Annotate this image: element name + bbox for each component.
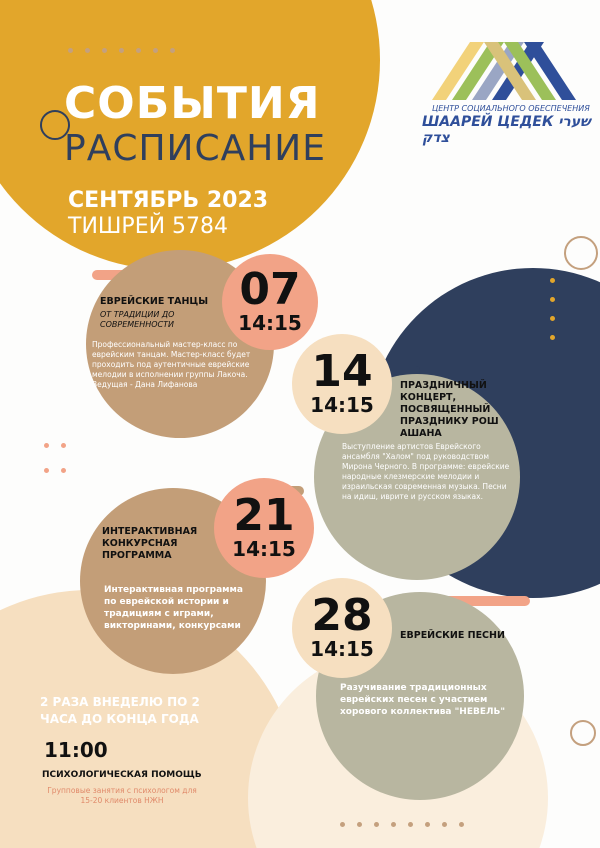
ring-bottom-right <box>570 720 596 746</box>
event-2-description: Выступление артистов Еврейского ансамбля "Халом" под руководством Мирона Черного. В программе: еврейские народные клезмерские мелодии и израильская современная музыка. Песни на идиш, иврите и русском языках. <box>342 442 510 501</box>
jewish-month-label: ТИШРЕЙ 5784 <box>68 214 229 239</box>
event-4-time: 14:15 <box>310 637 374 661</box>
title-events: СОБЫТИЯ <box>64 78 321 129</box>
logo-tagline: ЦЕНТР СОЦИАЛЬНОГО ОБЕСПЕЧЕНИЯ <box>432 104 590 113</box>
event-1-title: ЕВРЕЙСКИЕ ТАНЦЫ <box>100 296 209 307</box>
dots-left <box>44 433 84 452</box>
event-3-description: Интерактивная программа по еврейской истории и традициям с играми, викторинами, конкурсами <box>104 585 243 631</box>
logo-name: ШААРЕЙ ЦЕДЕК שערי צדק <box>422 114 591 146</box>
event-1-description: Профессиональный мастер-класс по еврейским танцам. Мастер-класс будет проходить под аутентичные еврейские мелодии в исполнении группы Лакоча. Ведущая - Дана Лифанова <box>92 340 251 389</box>
event-3-title: ИНТЕРАКТИВНАЯ КОНКУРСНАЯ ПРОГРАММА <box>102 526 198 561</box>
event-2-date-circle <box>292 334 392 434</box>
psych-frequency: 2 РАЗА ВНЕДЕЛЮ ПО 2 ЧАСА ДО КОНЦА ГОДА <box>40 695 200 726</box>
dots-bottom-right <box>340 812 476 831</box>
event-1-subtitle: ОТ ТРАДИЦИИ ДО СОВРЕМЕННОСТИ <box>100 310 175 329</box>
event-2-time: 14:15 <box>310 393 374 417</box>
event-2-title: ПРАЗДНИЧНЫЙ КОНЦЕРТ, ПОСВЯЩЕННЫЙ ПРАЗДНИКУ РОШ АШАНА <box>400 380 499 439</box>
ring-right <box>564 236 598 270</box>
event-3-day: 21 <box>233 490 295 541</box>
event-2-day: 14 <box>311 346 373 397</box>
event-4-title: ЕВРЕЙСКИЕ ПЕСНИ <box>400 630 505 641</box>
event-4-description: Разучивание традиционных еврейских песен с участием хорового коллектива "НЕВЕЛЬ" <box>340 683 506 717</box>
event-3-date-circle <box>214 478 314 578</box>
title-schedule: РАСПИСАНИЕ <box>64 128 326 169</box>
event-3-time: 14:15 <box>232 537 296 561</box>
event-4-date-circle <box>292 578 392 678</box>
dots-top <box>68 38 187 57</box>
psych-title: ПСИХОЛОГИЧЕСКАЯ ПОМОЩЬ <box>42 770 202 780</box>
psych-time: 11:00 <box>44 738 108 762</box>
dots-left-2 <box>44 458 84 477</box>
event-4-day: 28 <box>311 590 373 641</box>
event-1-time: 14:15 <box>238 311 302 335</box>
psych-note: Групповые занятия с психологом для 15-20 клиентов НЖН <box>47 786 197 805</box>
event-1-day: 07 <box>239 264 301 315</box>
event-1-date-circle <box>222 254 318 350</box>
month-label: СЕНТЯБРЬ 2023 <box>68 188 269 213</box>
logo-icon <box>432 34 582 102</box>
dots-vertical-right <box>550 278 555 340</box>
